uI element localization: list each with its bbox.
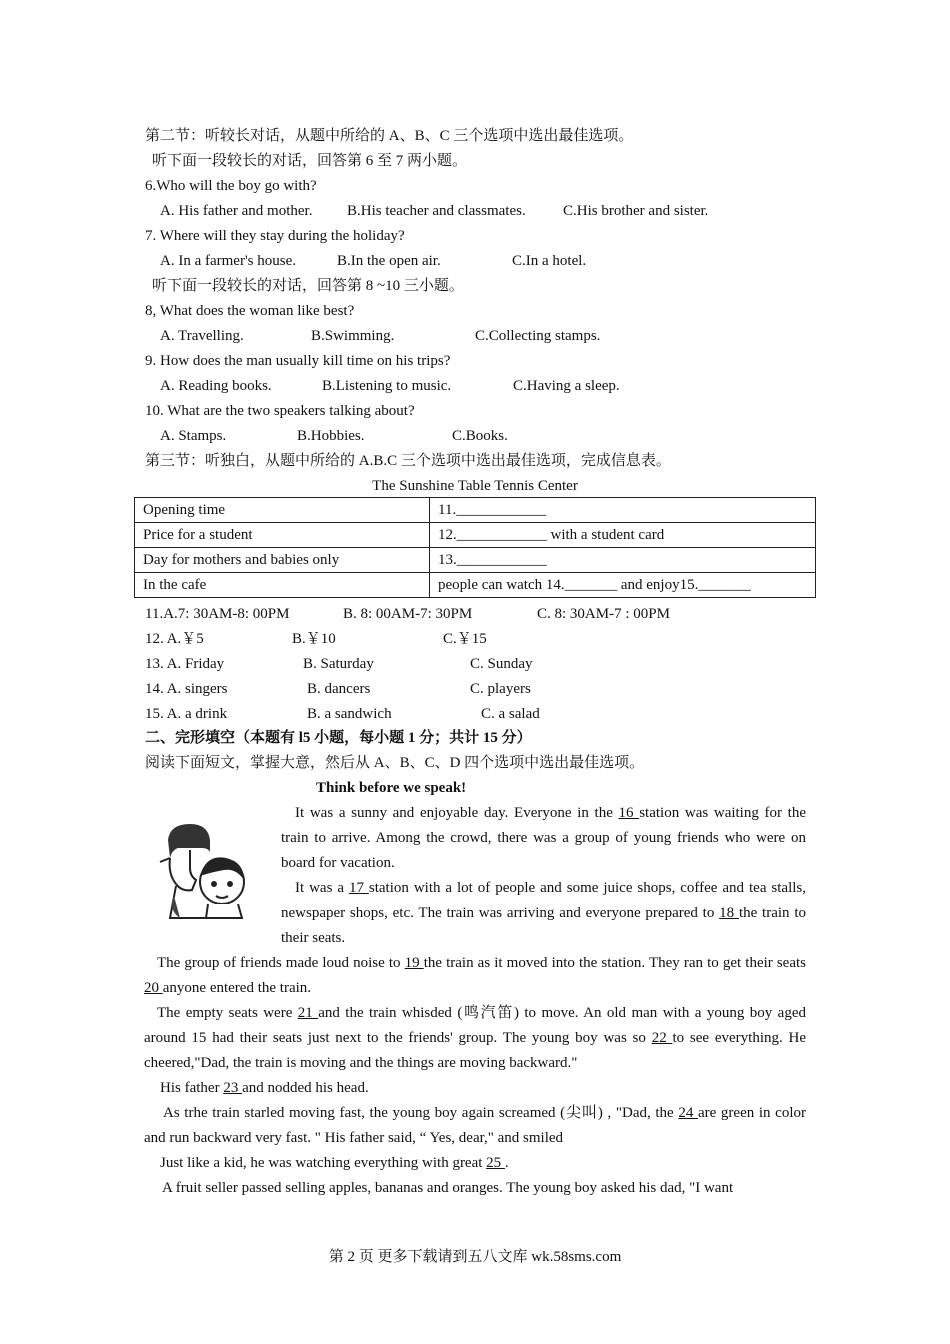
q9-option-a: A. Reading books. xyxy=(160,378,272,394)
section2-header: 第二节：听较长对话，从题中所给的 A、B、C 三个选项中选出最佳选项。 xyxy=(145,128,634,144)
table-cell-value: 11.____________ xyxy=(430,498,816,523)
blank-22: 22 xyxy=(651,1030,673,1046)
q11-option-b: B. 8: 00AM-7: 30PM xyxy=(343,606,473,622)
dialog1-intro: 听下面一段较长的对话，回答第 6 至 7 两小题。 xyxy=(152,153,468,169)
blank-25: 25 xyxy=(486,1155,505,1171)
blank-21: 21 xyxy=(297,1005,319,1021)
q11-option-a: 11.A.7: 30AM-8: 00PM xyxy=(145,606,290,622)
q10-stem: 10. What are the two speakers talking about? xyxy=(145,403,415,419)
q6-option-c: C.His brother and sister. xyxy=(563,203,709,219)
q10-option-b: B.Hobbies. xyxy=(297,428,365,444)
table-row xyxy=(135,548,816,573)
table-cell-label: Opening time xyxy=(135,498,430,523)
q15-option-c: C. a salad xyxy=(481,706,540,722)
q10-option-c: C.Books. xyxy=(452,428,508,444)
blank-19: 19 xyxy=(404,955,424,971)
q14-option-b: B. dancers xyxy=(307,681,371,697)
q13-option-b: B. Saturday xyxy=(303,656,374,672)
q12-option-c: C.￥15 xyxy=(443,631,487,647)
blank-24: 24 xyxy=(678,1105,698,1121)
part2-instruction: 阅读下面短文，掌握大意，然后从 A、B、C、D 四个选项中选出最佳选项。 xyxy=(145,755,645,771)
q8-option-a: A. Travelling. xyxy=(160,328,244,344)
q14-option-a: 14. A. singers xyxy=(145,681,228,697)
page-footer: 第 2 页 更多下载请到五八文库 wk.58sms.com xyxy=(328,1249,622,1265)
blank-23: 23 xyxy=(223,1080,243,1096)
passage-paragraph-2: It was a 17 station with a lot of people and some juice shops, coffee and tea stalls, newspaper shops, etc. The train was arriving and everyone prepared to 18 the train to their seats. xyxy=(281,880,807,946)
q12-option-b: B.￥10 xyxy=(292,631,336,647)
q8-stem: 8, What does the woman like best? xyxy=(145,303,355,319)
q8-option-c: C.Collecting stamps. xyxy=(475,328,601,344)
q7-option-b: B.In the open air. xyxy=(337,253,441,269)
q8-option-b: B.Swimming. xyxy=(311,328,395,344)
table-row xyxy=(135,523,816,548)
table-cell-value: 13.____________ xyxy=(430,548,816,573)
passage-paragraph-8: A fruit seller passed selling apples, bananas and oranges. The young boy asked his dad, "I want xyxy=(162,1180,734,1196)
q9-stem: 9. How does the man usually kill time on his trips? xyxy=(145,353,451,369)
q12-option-a: 12. A.￥5 xyxy=(145,631,204,647)
q6-stem: 6.Who will the boy go with? xyxy=(145,178,317,194)
passage-paragraph-6: As trhe train starled moving fast, the young boy again screamed (尖叫) , "Dad, the 24 are green in color and run backward very fast. " His father said, “ Yes, dear," and smiled xyxy=(144,1105,806,1146)
q6-option-a: A. His father and mother. xyxy=(160,203,313,219)
passage-paragraph-3: The group of friends made loud noise to 19 the train as it moved into the station. They ran to get their seats 20 anyone entered the train. xyxy=(144,955,806,996)
q7-option-a: A. In a farmer's house. xyxy=(160,253,296,269)
info-table xyxy=(134,497,816,598)
blank-17: 17 xyxy=(348,880,369,896)
q9-option-c: C.Having a sleep. xyxy=(513,378,620,394)
q13-option-a: 13. A. Friday xyxy=(145,656,225,672)
table-row xyxy=(135,573,816,598)
passage-paragraph-7: Just like a kid, he was watching everything with great 25 . xyxy=(160,1155,509,1171)
section3-header: 第三节：听独白，从题中所给的 A.B.C 三个选项中选出最佳选项，完成信息表。 xyxy=(145,453,671,469)
table-cell-value: people can watch 14._______ and enjoy15._______ xyxy=(430,573,816,598)
man-and-boy-illustration xyxy=(150,818,268,922)
table-cell-label: Price for a student xyxy=(135,523,430,548)
dialog2-intro: 听下面一段较长的对话，回答第 8 ~10 三小题。 xyxy=(152,278,464,294)
part2-header: 二、完形填空（本题有 l5 小题，每小题 1 分；共计 15 分） xyxy=(145,730,532,746)
q13-option-c: C. Sunday xyxy=(470,656,533,672)
passage-paragraph-5: His father 23 and nodded his head. xyxy=(160,1080,369,1096)
q14-option-c: C. players xyxy=(470,681,531,697)
q11-option-c: C. 8: 30AM-7 : 00PM xyxy=(537,606,670,622)
q6-option-b: B.His teacher and classmates. xyxy=(347,203,526,219)
table-cell-label: In the cafe xyxy=(135,573,430,598)
blank-18: 18 xyxy=(719,905,739,921)
blank-16: 16 xyxy=(618,805,640,821)
passage-paragraph-4: The empty seats were 21 and the train whisded (鸣汽笛) to move. An old man with a young boy aged around 15 had their seats just next to the friends' group. The young boy was so 22 to see everything. He cheered,"Dad, the train is moving and the things are moving backward." xyxy=(144,1005,807,1071)
q15-option-a: 15. A. a drink xyxy=(145,706,228,722)
q10-option-a: A. Stamps. xyxy=(160,428,227,444)
q7-stem: 7. Where will they stay during the holiday? xyxy=(145,228,405,244)
q7-option-c: C.In a hotel. xyxy=(512,253,587,269)
table-cell-value: 12.____________ with a student card xyxy=(430,523,816,548)
table-title: The Sunshine Table Tennis Center xyxy=(372,478,578,494)
blank-20: 20 xyxy=(144,980,163,996)
passage-paragraph-1: It was a sunny and enjoyable day. Everyone in the 16 station was waiting for the train to arrive. Among the crowd, there was a group of young friends who were on board for vacation. xyxy=(281,805,807,871)
table-cell-label: Day for mothers and babies only xyxy=(135,548,430,573)
q9-option-b: B.Listening to music. xyxy=(322,378,452,394)
q15-option-b: B. a sandwich xyxy=(307,706,392,722)
passage-title: Think before we speak! xyxy=(316,780,467,796)
table-row xyxy=(135,498,816,523)
